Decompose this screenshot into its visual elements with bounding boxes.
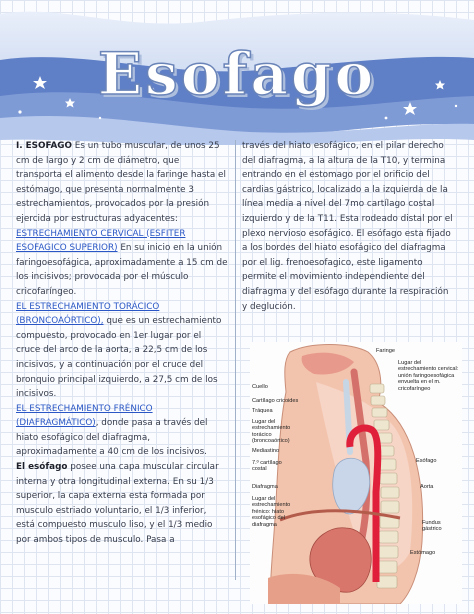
column-divider [235, 140, 236, 580]
label-mediastino: Mediastino [252, 448, 280, 454]
phrenic-paragraph [16, 402, 228, 460]
intro-term: I. ESOFAGO [16, 141, 73, 151]
label-cricoides: Cartílago cricoides [252, 398, 299, 404]
esophagus-anatomy-figure [250, 342, 462, 604]
intro-text: Es un tubo muscular, de unos 25 cm de largo y 2 cm de diámetro, que transporta el alimento desde la faringe hasta el estómago, que presenta normalmente 3 estrechamientos, provocados por la presión ejercida por estructuras adyacentes: [16, 141, 226, 224]
right-paragraph: través del hiato esofágico, en el pilar derecho del diafragma, a la altura de la T10, y termina entrando en el estomago por el orificio del cardias gástrico, localizado a la izquierda de la línea media a nivel del 7mo cartílago costal izquierdo y de la T11. Esta rodeado distal por el plexo nervioso esofágico. El esófago esta fijado a los bordes del hiato esofágico del diafragma por el lig. frenoesofagico, este ligamento permite el movimiento independiente del diafragma y del esófago durante la respiración y deglución. [242, 141, 453, 312]
label-7th-costal-cartilage: 7.º cartílago costal [252, 460, 282, 473]
cervical-text: En su inicio en la unión faringoesofágica, aproximadamente a 15 cm de los incisivos; provocada por el músculo cricofaríngeo. [16, 243, 228, 297]
label-thoracic-narrowing: Lugar del estrechamiento torácico (broncoaórtico) [252, 419, 291, 445]
label-phrenic-narrowing: Lugar del estrechamiento frénico: hiato esofágico del diafragma [252, 496, 291, 528]
layers-term: El esófago [16, 462, 68, 473]
phrenic-text: , donde pasa a través del hiato esofágico del diafragma, aproximadamente a 40 cm de los incisivos. [16, 418, 208, 458]
label-cuello: Cuello [252, 384, 268, 390]
layers-paragraph [16, 460, 228, 548]
title-banner [0, 0, 474, 145]
page-title: Esofago [97, 40, 377, 108]
thoracic-paragraph [16, 300, 228, 402]
label-fundus: Fundus gástrico [422, 520, 442, 533]
thoracic-title: EL ESTRECHAMIENTO TORÁCICO (BRONCOAÓRTICO), [16, 301, 160, 327]
layers-text: posee una capa muscular circular interna y otra longitudinal externa. En su 1/3 superior, la capa externa esta formada por musculo estriado voluntario, el 1/3 inferior, está compuesto musculo liso, y el 1/3 medio por ambos tipos de musculo. Pasa a [16, 462, 219, 546]
thoracic-text: que es un estrechamiento compuesto, provocado en 1er lugar por el cruce del arco de la aorta, a 22,5 cm de los incisivos, y a continuación por el cruce del bronquio principal izquierdo, a 27,5 cm de los incisivos. [16, 316, 222, 400]
label-esofago: Esófago [416, 458, 437, 464]
left-column [16, 139, 228, 548]
cervical-paragraph [16, 227, 228, 300]
cervical-title: ESTRECHAMIENTO CERVICAL (ESFITER ESOFAGICO SUPERIOR) [16, 228, 186, 254]
right-column [242, 139, 454, 314]
label-cervical-narrowing: Lugar del estrechamiento cervical: unión faringoesofágica envuelta en el m. cricofaríngeo [398, 360, 459, 392]
label-traquea: Tráquea [252, 408, 273, 414]
phrenic-title: EL ESTRECHAMIENTO FRÉNICO (DIAFRAGMÁTICO) [16, 403, 153, 429]
label-estomago: Estómago [410, 550, 436, 556]
label-aorta: Aorta [420, 484, 434, 490]
intro-paragraph [16, 139, 228, 227]
label-faringe: Faringe [376, 348, 395, 354]
label-diafragma: Diafragma [252, 484, 278, 490]
